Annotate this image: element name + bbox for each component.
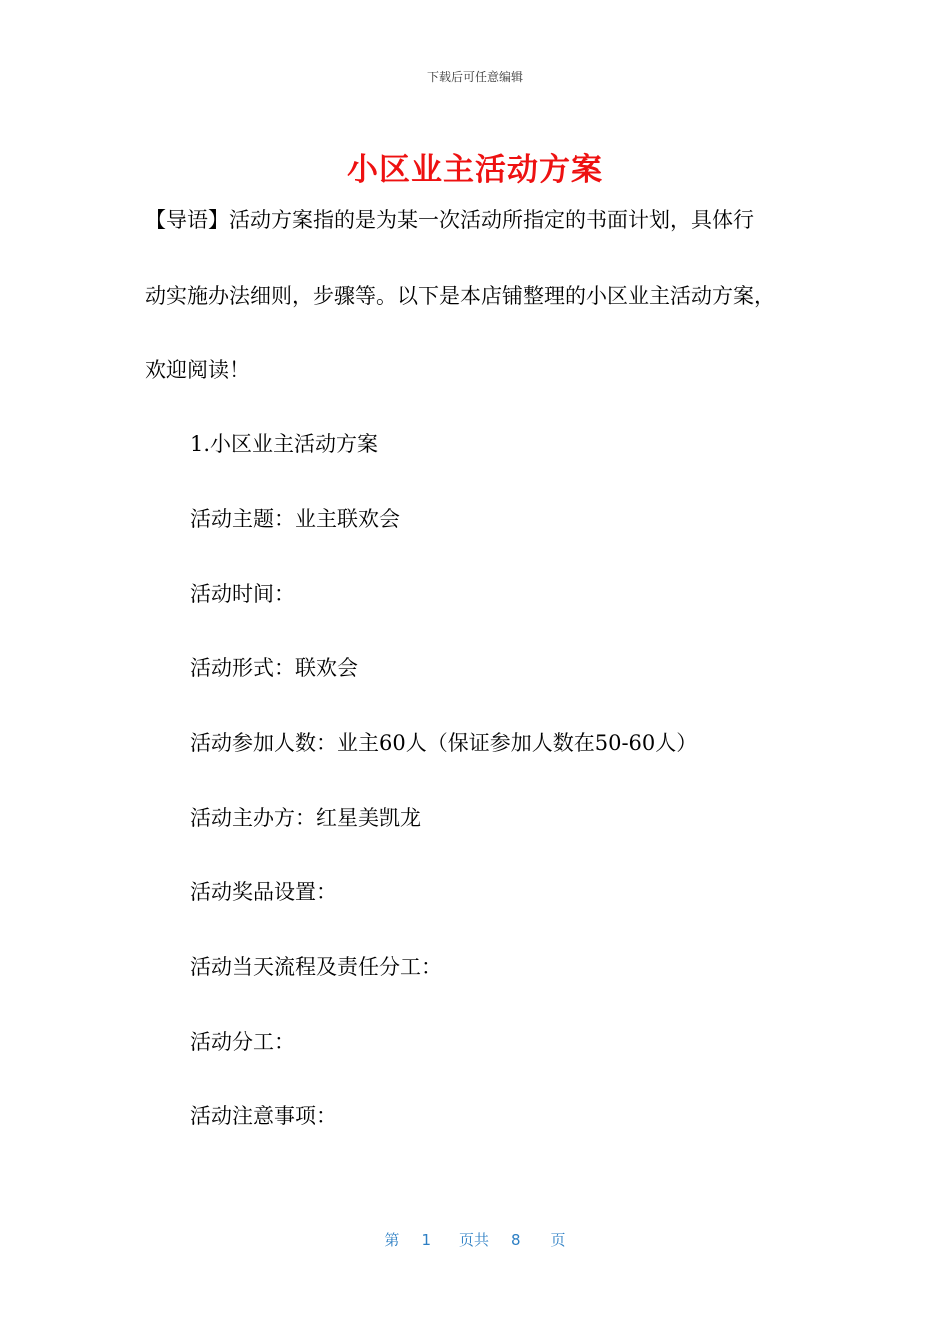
- footer-suffix: 页: [550, 1231, 566, 1249]
- section-heading: 1.小区业主活动方案: [190, 432, 379, 456]
- footer-current-page: 1: [421, 1231, 431, 1249]
- activity-prizes: 活动奖品设置：: [190, 880, 337, 904]
- activity-participants: 活动参加人数：业主60人（保证参加人数在50-60人）: [190, 731, 698, 755]
- footer-middle: 页共: [458, 1231, 489, 1249]
- page-footer: [0, 1229, 950, 1250]
- activity-time: 活动时间：: [190, 582, 295, 606]
- intro-line-3: 欢迎阅读！: [145, 358, 250, 382]
- activity-organizer: 活动主办方：红星美凯龙: [190, 806, 421, 830]
- activity-division: 活动分工：: [190, 1030, 295, 1054]
- activity-notes: 活动注意事项：: [190, 1104, 337, 1128]
- footer-prefix: 第: [384, 1231, 400, 1249]
- activity-format: 活动形式：联欢会: [190, 656, 358, 680]
- intro-line-1: 【导语】活动方案指的是为某一次活动所指定的书面计划，具体行: [145, 208, 754, 232]
- activity-theme: 活动主题：业主联欢会: [190, 507, 400, 531]
- footer-total-pages: 8: [511, 1231, 521, 1249]
- header-note: 下载后可任意编辑: [426, 70, 523, 84]
- intro-line-2: 动实施办法细则，步骤等。以下是本店铺整理的小区业主活动方案，: [145, 284, 775, 308]
- activity-schedule: 活动当天流程及责任分工：: [190, 955, 442, 979]
- document-title: 小区业主活动方案: [347, 152, 603, 188]
